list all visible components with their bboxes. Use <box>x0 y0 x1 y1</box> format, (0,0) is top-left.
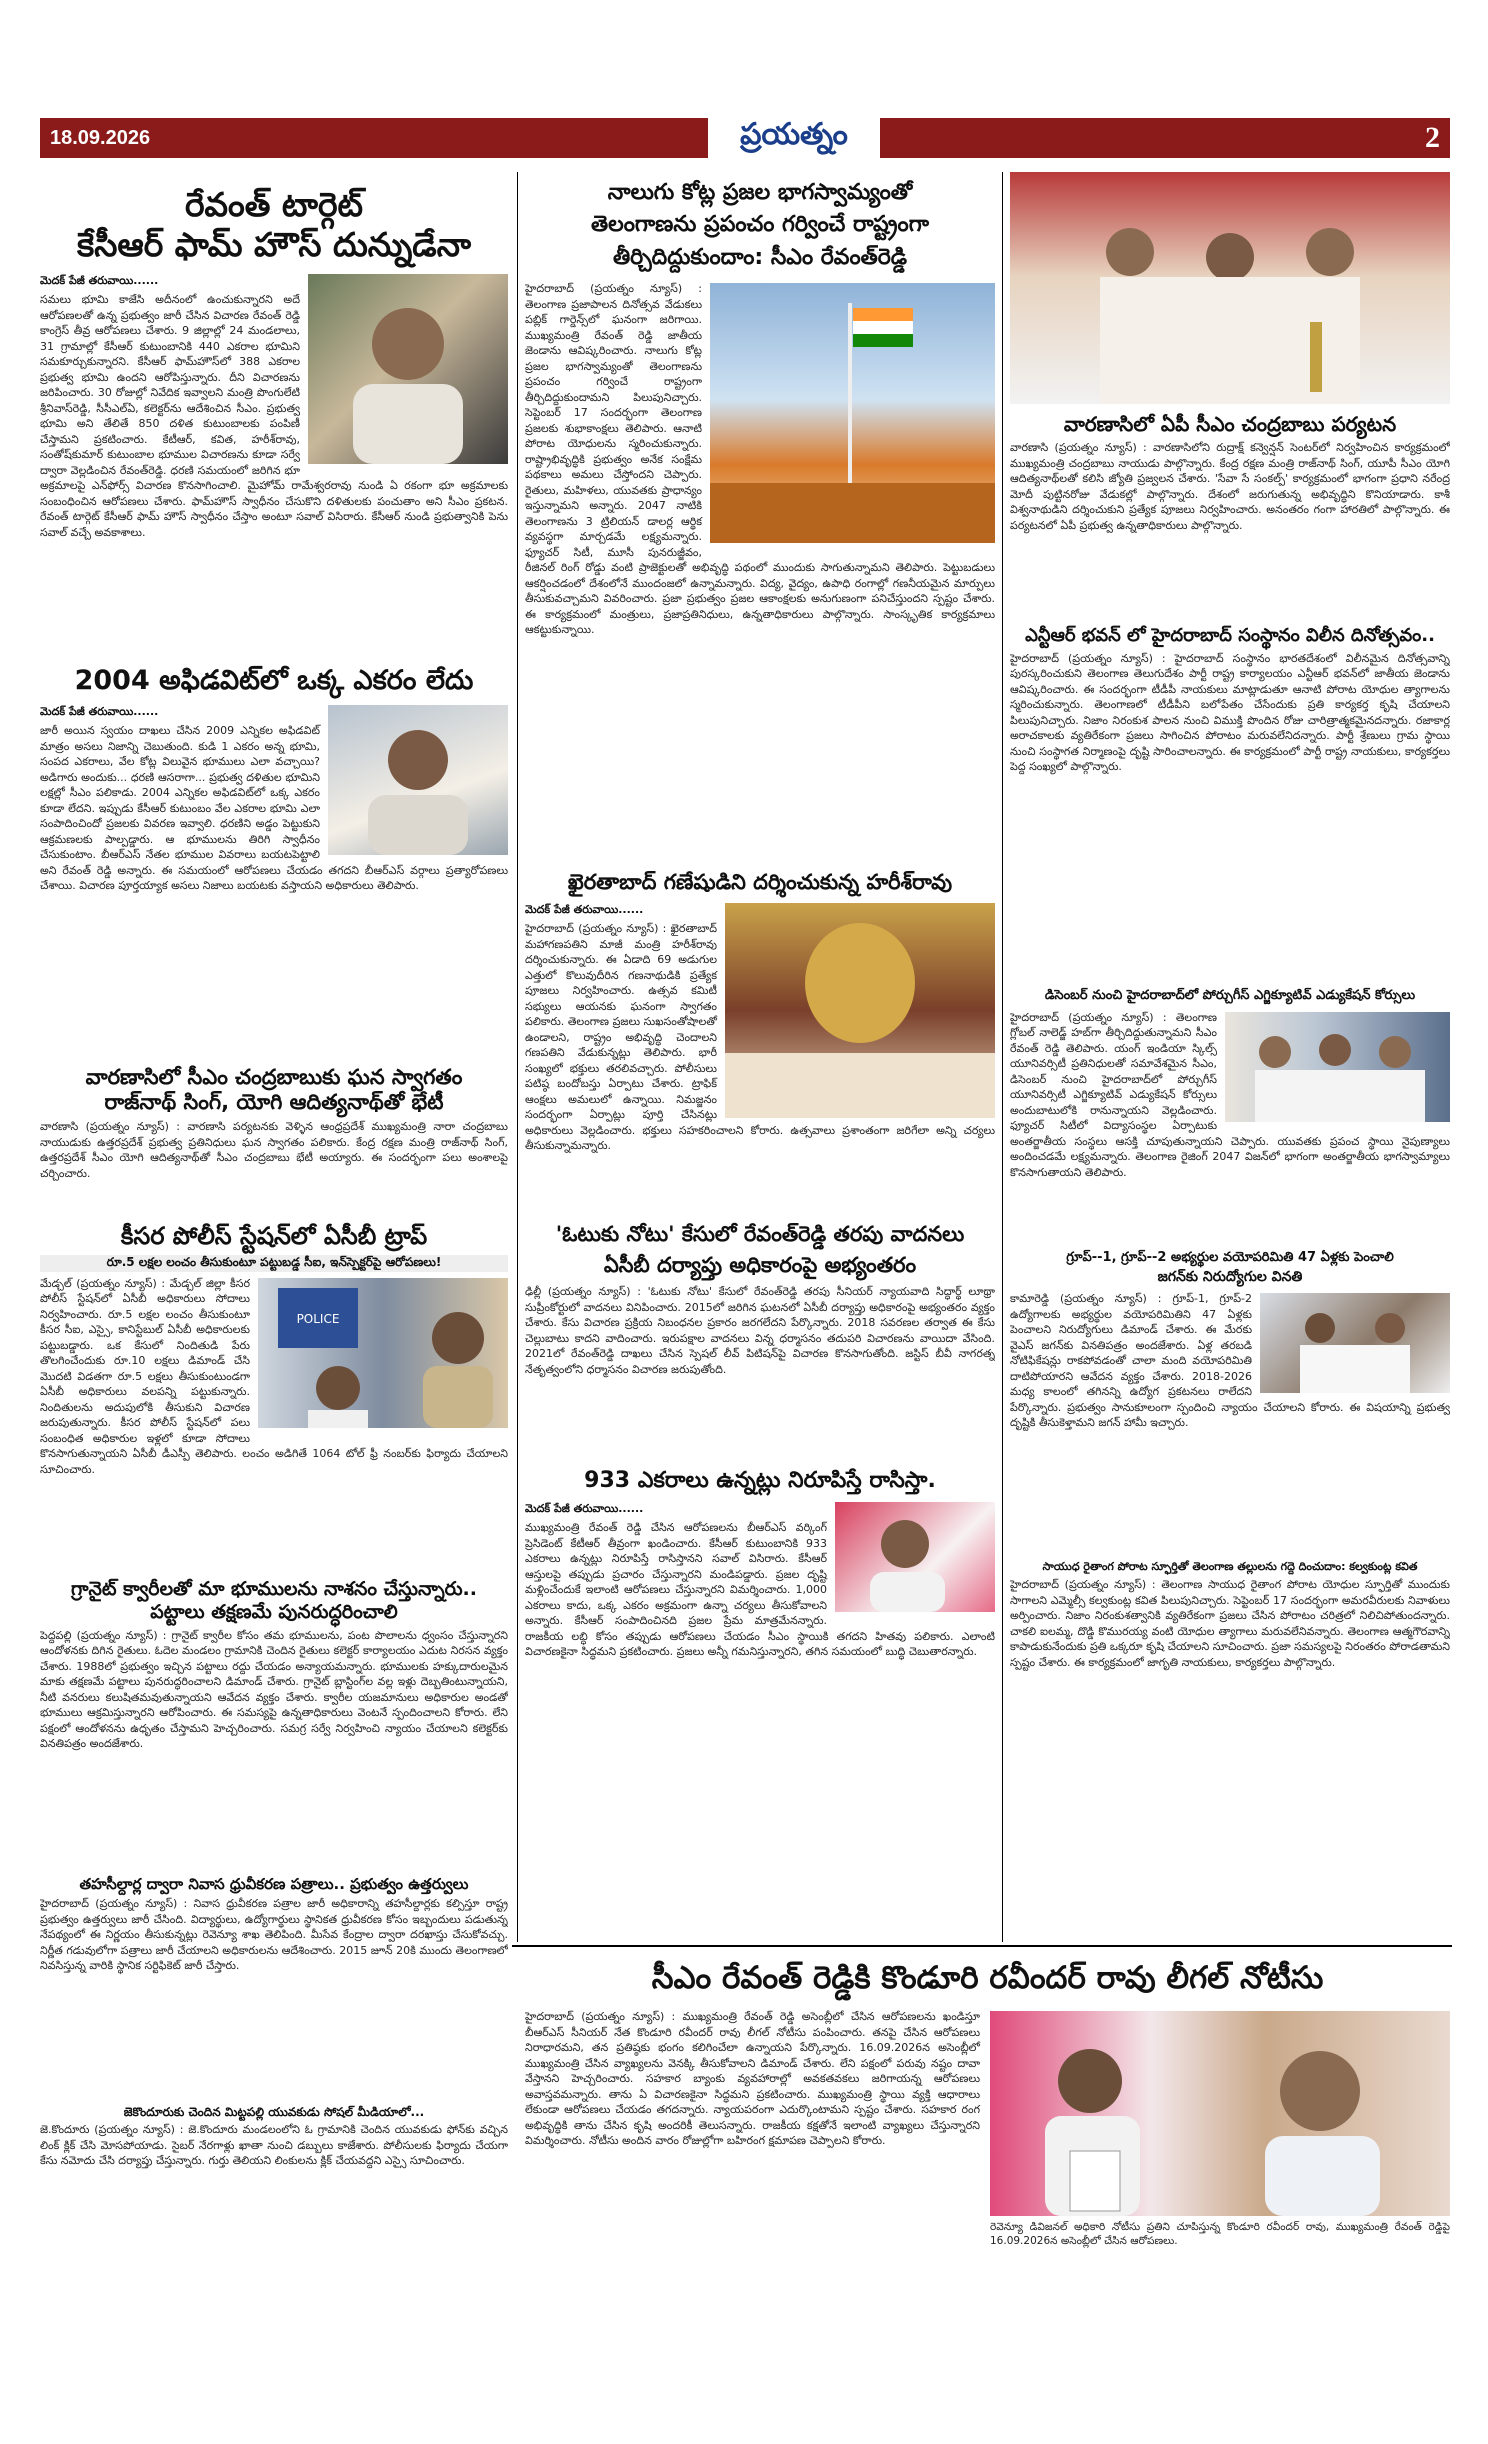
body-text: హైదరాబాద్ (ప్రయత్నం న్యూస్) : తెలంగాణ ప్రజాపాలన దినోత్సవ వేడుకలు పబ్లిక్ గార్డెన్స్‌లో ఘనంగా జరిగాయి. ముఖ్యమంత్రి రేవంత్ రెడ్డి జాతీయ జెండాను ఆవిష్కరించారు. నాలుగు కోట్ల ప్రజల భాగస్వామ్యంతో తెలంగాణను ప్రపంచం గర్వించే రాష్ట్రంగా తీర్చిదిద్దుకుందామని పిలుపునిచ్చారు. సెప్టెంబర్ 17 సందర్భంగా తెలంగాణ ప్రజలకు శుభాకాంక్షలు తెలిపారు. ఆనాటి పోరాట యోధులను స్మరించుకున్నారు. రాష్ట్రాభివృద్ధికి ప్రభుత్వం అనేక సంక్షేమ పథకాలు అమలు చేస్తోందని చెప్పారు. రైతులు, మహిళలు, యువతకు ప్రాధాన్యం ఇస్తున్నామని అన్నారు. 2047 నాటికి తెలంగాణను 3 ట్రిలియన్ డాలర్ల ఆర్థిక వ్యవస్థగా మార్చడమే లక్ష్యమన్నారు. ఫ్యూచర్ సిటీ, మూసీ పునరుజ్జీవం, రీజినల్ రింగ్ రోడ్డు వంటి ప్రాజెక్టులతో అభివృద్ధి పథంలో ముందుకు సాగుతున్నామని తెలిపారు. పెట్టుబడులు ఆకర్షించడంలో దేశంలోనే ముందంజలో ఉన్నామన్నారు. విద్య, వైద్యం, ఉపాధి రంగాల్లో గణనీయమైన మార్పులు తీసుకువచ్చామని వివరించారు. ప్రజా ప్రభుత్వం ప్రజల ఆకాంక్షలకు అనుగుణంగా పనిచేస్తుందని స్పష్టం చేశారు. ఈ కార్యక్రమంలో మంత్రులు, ప్రజాప్రతినిధులు, ఉన్నతాధికారులు పాల్గొన్నారు. సాంస్కృతిక కార్యక్రమాలు ఆకట్టుకున్నాయి. <box>525 282 995 637</box>
headline: కేసీఆర్ ఫామ్ హౌస్ దున్నుడేనా <box>76 224 472 264</box>
headline: వారణాసిలో సీఎం చంద్రబాబుకు ఘన స్వాగతం <box>85 1065 463 1089</box>
body-text: హైదరాబాద్ (ప్రయత్నం న్యూస్) : నివాస ధ్రువీకరణ పత్రాల జారీ అధికారాన్ని తహసీల్దార్లకు కల్పిస్తూ రాష్ట్ర ప్రభుత్వం ఉత్తర్వులు జారీ చేసింది. విద్యార్థులు, ఉద్యోగార్థులు స్థానికత ధ్రువీకరణ కోసం ఇబ్బందులు పడుతున్న నేపథ్యంలో ఈ నిర్ణయం తీసుకున్నట్లు రెవెన్యూ శాఖ తెలిపింది. మీసేవ కేంద్రాల ద్వారా దరఖాస్తు చేసుకోవచ్చు. నిర్ణీత గడువులోగా పత్రాలు జారీ చేయాలని అధికారులను ఆదేశించారు. 2015 జూన్ 20కి ముందు తెలంగాణలో నివసిస్తున్న వారికి స్థానిక సర్టిఫికెట్ జారీ చేస్తారు. <box>40 1897 508 1972</box>
headline: 2004 అఫిడవిట్‌లో ఒక్క ఎకరం లేదు <box>74 665 474 696</box>
headline: 933 ఎకరాలు ఉన్నట్లు నిరూపిస్తే రాసిస్తా. <box>584 1468 936 1493</box>
person-icon <box>1225 1012 1450 1122</box>
body-text: మేడ్చల్ (ప్రయత్నం న్యూస్) : మేడ్చల్ జిల్లా కీసర పోలీస్ స్టేషన్‌లో ఏసీబీ అధికారులు సోదాలు నిర్వహించారు. రూ.5 లక్షల లంచం తీసుకుంటూ కీసర సీఐ, ఎస్సై, కానిస్టేబుల్ ఏసీబీ అధికారులకు పట్టుబడ్డారు. ఒక కేసులో నిందితుడి పేరు తొలగించేందుకు రూ.10 లక్షలు డిమాండ్ చేసి మొదటి విడతగా రూ.5 లక్షలు తీసుకుంటుండగా ఏసీబీ అధికారులు వలపన్ని పట్టుకున్నారు. నిందితులను అదుపులోకి తీసుకుని విచారణ జరుపుతున్నారు. కీసర పోలీస్ స్టేషన్‌లో పలు సంబంధిత అధికారుల ఇళ్లలో కూడా సోదాలు కొనసాగుతున్నాయని ఏసీబీ డీఎస్పీ తెలిపారు. లంచం అడిగితే 1064 టోల్ ఫ్రీ నంబర్‌కు ఫిర్యాదు చేయాలని సూచించారు. <box>40 1276 508 1476</box>
headline: రేవంత్ టార్గెట్ <box>184 185 364 224</box>
article-vote-for-note <box>525 1222 995 1456</box>
article-residence-certificates <box>40 1875 508 2230</box>
column-rule <box>517 172 518 1942</box>
article-portuguese-courses <box>1010 988 1450 1255</box>
body-text: జారీ అయిన స్వయం దాఖలు చేసిన 2009 ఎన్నికల అఫిడవిట్ మాత్రం అసలు నిజాన్ని చెబుతుంది. కుడి 1 ఎకరం అన్న భూమి, సంపద ఎకరాలు, వేల కోట్ల విలువైన భూములు ఎలా వచ్చాయి? అడిగారు అందుకు... ధరణి ఆసరాగా... ప్రభుత్వ దళితుల భూమిని లక్షల్లో సీఎం పలికాడు. 2004 ఎన్నికల అఫిడవిట్‌లో ఒక్క ఎకరం కూడా లేదని. ఇప్పుడు కేసీఆర్ కుటుంబం వేల ఎకరాల భూమి ఎలా సంపాదించిందో ప్రజలకు వివరణ ఇవ్వాలి. ధరణిని అడ్డం పెట్టుకుని ఆక్రమణలకు పాల్పడ్డారు. ఆ భూములను తిరిగి స్వాధీనం చేసుకుంటాం. బీఆర్ఎస్ నేతల భూముల వివరాలు బయటపెట్టాలి అని రేవంత్ రెడ్డి అన్నారు. ఈ సమయంలో ఆరోపణలు చేయడం తగదని బీఆర్ఎస్ వర్గాలు ప్రత్యారోపణలు చేశాయి. విచారణ పూర్తయ్యాక అసలు నిజాలు బయటకు వస్తాయని అధికారులు తెలిపారు. <box>40 724 508 893</box>
petition-photo <box>1260 1293 1450 1393</box>
headline: సీఎం రేవంత్ రెడ్డికి కొండూరి రవీందర్ రావు లీగల్ నోటీసు <box>651 1960 1324 1996</box>
person-icon <box>308 274 508 464</box>
article-chandrababu-varanasi <box>1010 172 1450 575</box>
article-acb-trap <box>40 1222 508 1566</box>
body-text: హైదరాబాద్ (ప్రయత్నం న్యూస్) : హైదరాబాద్ సంస్థానం భారతదేశంలో విలీనమైన దినోత్సవాన్ని పురస్కరించుకుని తెలంగాణ తెలుగుదేశం పార్టీ రాష్ట్ర కార్యాలయం ఎన్టీఆర్ భవన్‌లో జాతీయ జెండాను ఆవిష్కరించారు. ఈ సందర్భంగా టీడీపీ నాయకులు మాట్లాడుతూ ఆనాటి పోరాట యోధుల త్యాగాలను స్మరించుకున్నారు. తెలంగాణలో టీడీపీని బలోపేతం చేసేందుకు ప్రతి కార్యకర్త కృషి చేయాలని పిలుపునిచ్చారు. నిజాం నిరంకుశ పాలన నుంచి విముక్తి పొందిన రోజు చారిత్రాత్మకమైనదన్నారు. రజాకార్ల అరాచకాలకు వ్యతిరేకంగా ప్రజలు సాగించిన పోరాటం మరువలేనిదన్నారు. పార్టీ శ్రేణులు గ్రామ స్థాయి నుంచి సంస్థాగత నిర్మాణంపై దృష్టి సారించాలన్నారు. ఈ కార్యక్రమంలో పార్టీ రాష్ట్ర నాయకులు, కార్యకర్తలు పెద్ద సంఖ్యలో పాల్గొన్నారు. <box>1010 651 1450 774</box>
headline: తహసీల్దార్ల ద్వారా నివాస ధ్రువీకరణ పత్రాలు.. ప్రభుత్వం ఉత్తర్వులు <box>79 1875 469 1893</box>
issue-date: 18.09.2026 <box>50 126 151 149</box>
revanth-photo <box>308 274 508 464</box>
body-text: హైదరాబాద్ (ప్రయత్నం న్యూస్) : ఖైరతాబాద్ మహాగణపతిని మాజీ మంత్రి హరీశ్‌రావు దర్శించుకున్నారు. ఈ ఏడాది 69 అడుగుల ఎత్తులో కొలువుదీరిన గణనాథుడికి ప్రత్యేక పూజలు నిర్వహించారు. ఉత్సవ కమిటీ సభ్యులు ఆయనకు ఘనంగా స్వాగతం పలికారు. తెలంగాణ ప్రజలు సుఖసంతోషాలతో ఉండాలని, రాష్ట్రం అభివృద్ధి చెందాలని గణపతిని వేడుకున్నట్లు తెలిపారు. భారీ సంఖ్యలో భక్తులు తరలివచ్చారు. పోలీసులు పటిష్ఠ బందోబస్తు ఏర్పాటు చేశారు. ట్రాఫిక్ ఆంక్షలు అమలులో ఉన్నాయి. నిమజ్జనం సందర్భంగా ఏర్పాట్లు పూర్తి చేసినట్లు అధికారులు వెల్లడించారు. భక్తులు సహకరించాలని కోరారు. ఉత్సవాలు ప్రశాంతంగా జరిగేలా అన్ని చర్యలు తీసుకున్నామన్నారు. <box>525 922 995 1153</box>
person-icon <box>990 2011 1450 2216</box>
headline: తెలంగాణను ప్రపంచం గర్వించే రాష్ట్రంగా <box>591 212 929 238</box>
flag-hoisting-photo <box>710 283 995 543</box>
headline: రాజ్‌నాథ్ సింగ్, యోగి ఆదిత్యనాథ్‌తో భేటీ <box>104 1090 444 1115</box>
article-group-exams <box>1010 1250 1450 1529</box>
headline: సాయుధ రైతాంగ పోరాట స్ఫూర్తితో తెలంగాణ తల్లులను గద్దె దించుదాం: కల్వకుంట్ల కవిత <box>1042 1560 1418 1573</box>
lamp-lighting-icon <box>1010 172 1450 404</box>
body-text: పెద్దపల్లి (ప్రయత్నం న్యూస్) : గ్రానైట్ క్వారీల కోసం తమ భూములను, పంట పొలాలను ధ్వంసం చేస్తున్నారని ఆందోళనకు దిగిన రైతులు. ఓదెల మండలం గ్రామానికి చెందిన రైతులు కలెక్టర్ కార్యాలయం ఎదుట నిరసన వ్యక్తం చేశారు. 1988లో ప్రభుత్వం ఇచ్చిన పట్టాలు రద్దు చేయడం అన్యాయమన్నారు. భూములకు హక్కుదారులమైన మాకు తక్షణమే పట్టాలు పునరుద్ధరించాలని డిమాండ్ చేశారు. గ్రానైట్ బ్లాస్టింగ్‌ల వల్ల ఇళ్లు దెబ్బతింటున్నాయని, నీటి వనరులు కలుషితమవుతున్నాయని ఆవేదన వ్యక్తం చేశారు. క్వారీల యజమానులు అధికారుల అండతో భూములు ఆక్రమిస్తున్నారని ఆరోపించారు. ఈ సమస్యపై ఉన్నతాధికారులు వెంటనే స్పందించాలని కోరారు. లేని పక్షంలో ఆందోళనను ఉధృతం చేస్తామని హెచ్చరించారు. సమగ్ర సర్వే నిర్వహించి న్యాయం చేయాలని కలెక్టర్‌కు వినతిపత్రం అందజేశారు. <box>40 1628 508 1751</box>
dateline: మెదక్ పేజీ తరువాయి...... <box>40 274 159 288</box>
body-text: హైదరాబాద్ (ప్రయత్నం న్యూస్) : తెలంగాణ సాయుధ రైతాంగ పోరాట యోధుల స్ఫూర్తితో ముందుకు సాగాలని ఎమ్మెల్సీ కల్వకుంట్ల కవిత పిలుపునిచ్చారు. సెప్టెంబర్ 17 సందర్భంగా అమరవీరులకు నివాళులు అర్పించారు. నిజాం నిరంకుశత్వానికి వ్యతిరేకంగా ప్రజలు చేసిన పోరాటం చరిత్రలో నిలిచిపోతుందన్నారు. చాకలి ఐలమ్మ, దొడ్డి కొమురయ్య వంటి యోధుల త్యాగాలు మరువలేనివన్నారు. తెలంగాణ ఆత్మగౌరవాన్ని కాపాడుకునేందుకు ప్రతి ఒక్కరూ కృషి చేయాలని సూచించారు. ప్రజా సమస్యలపై నిరంతరం పోరాడతామని స్పష్టం చేశారు. ఈ కార్యక్రమంలో జాగృతి నాయకులు, కార్యకర్తలు పాల్గొన్నారు. <box>1010 1578 1450 1669</box>
headline: గ్రానైట్ క్వారీలతో మా భూములను నాశనం చేస్తున్నారు.. <box>71 1578 477 1600</box>
headline: 'ఓటుకు నోటు' కేసులో రేవంత్‌రెడ్డి తరపు వాదనలు <box>555 1222 965 1246</box>
legal-notice-photo <box>990 2011 1450 2216</box>
police-badge-icon <box>258 1278 508 1428</box>
body-text: హైదరాబాద్ (ప్రయత్నం న్యూస్) : తెలంగాణ గ్లోబల్ నాలెడ్జ్ హబ్‌గా తీర్చిదిద్దుతున్నామని సీఎం రేవంత్ రెడ్డి తెలిపారు. యంగ్ ఇండియా స్కిల్స్ యూనివర్సిటీ ప్రతినిధులతో సమావేశమైన సీఎం, డిసెంబర్ నుంచి హైదరాబాద్‌లో పోర్చుగీస్ యూనివర్సిటీ ఎగ్జిక్యూటివ్ ఎడ్యుకేషన్ కోర్సులు అందుబాటులోకి రానున్నాయని వెల్లడించారు. ఫ్యూచర్ సిటీలో విద్యాసంస్థల ఏర్పాటుకు అంతర్జాతీయ సంస్థలు ఆసక్తి చూపుతున్నాయని చెప్పారు. యువతకు ప్రపంచ స్థాయి నైపుణ్యాలు అందించడమే లక్ష్యమన్నారు. తెలంగాణ రైజింగ్ 2047 విజన్‌లో భాగంగా అంతర్జాతీయ భాగస్వామ్యాలు కొనసాగుతాయని తెలిపారు. <box>1010 1010 1450 1179</box>
body-text: హైదరాబాద్ (ప్రయత్నం న్యూస్) : ముఖ్యమంత్రి రేవంత్ రెడ్డి అసెంబ్లీలో చేసిన ఆరోపణలను ఖండిస్తూ బీఆర్ఎస్ సీనియర్ నేత కొండూరి రవీందర్ రావు లీగల్ నోటీసు పంపించారు. తనపై చేసిన ఆరోపణలు నిరాధారమని, తన ప్రతిష్ఠకు భంగం కలిగించేలా ఉన్నాయని పేర్కొన్నారు. 16.09.2026న అసెంబ్లీలో ముఖ్యమంత్రి చేసిన వ్యాఖ్యలను వెనక్కి తీసుకోవాలని డిమాండ్ చేశారు. లేని పక్షంలో పరువు నష్టం దావా వేస్తానని హెచ్చరించారు. సహకార బ్యాంకు వ్యవహారాల్లో అవకతవకలు జరిగాయన్న ఆరోపణలు అవాస్తవమన్నారు. తాను ఏ విచారణకైనా సిద్ధమని ప్రకటించారు. ముఖ్యమంత్రి స్థాయి వ్యక్తి ఆధారాలు లేకుండా ఆరోపణలు చేయడం తగదన్నారు. న్యాయపరంగా ఎదుర్కొంటామని స్పష్టం చేశారు. సహకార రంగ అభివృద్ధికి తాను చేసిన కృషి అందరికీ తెలుసన్నారు. రాజకీయ కక్షతోనే ఇలాంటి వ్యాఖ్యలు చేస్తున్నారని విమర్శించారు. నోటీసు అందిన వారం రోజుల్లోగా బహిరంగ క్షమాపణ చెప్పాలని కోరారు. <box>525 2010 980 2148</box>
headline: డిసెంబర్ నుంచి హైదరాబాద్‌లో పోర్చుగీస్ ఎగ్జిక్యూటివ్ ఎడ్యుకేషన్ కోర్సులు <box>1044 988 1416 1003</box>
headline: వారణాసిలో ఏపీ సీఎం చంద్రబాబు పర్యటన <box>1063 412 1397 436</box>
column-rule <box>1002 172 1003 1942</box>
person-icon <box>1260 1293 1450 1393</box>
article-kcr-farmhouse <box>40 185 508 572</box>
dateline: మెదక్ పేజీ తరువాయి...... <box>40 705 159 719</box>
ganesh-visit-photo <box>725 903 995 1118</box>
dateline: మెదక్ పేజీ తరువాయి...... <box>525 1502 644 1516</box>
headline: నాలుగు కోట్ల ప్రజల భాగస్వామ్యంతో <box>607 180 913 205</box>
ganesh-idol-icon <box>725 903 995 1118</box>
article-legal-notice <box>525 1960 1450 2369</box>
article-varanasi-welcome <box>40 1065 508 1199</box>
article-granite <box>40 1578 508 1866</box>
headline: కీసర పోలీస్ స్టేషన్‌లో ఏసీబీ ట్రాప్ <box>120 1222 428 1250</box>
article-harish-ganesh <box>525 870 995 1216</box>
ktr-photo <box>835 1502 995 1612</box>
page-header <box>40 118 1450 158</box>
masthead-logo: ప్రయత్నం <box>708 118 880 158</box>
body-text: వారణాసి (ప్రయత్నం న్యూస్) : వారణాసిలోని రుద్రాక్ష్ కన్వెన్షన్ సెంటర్‌లో నిర్వహించిన కార్యక్రమంలో ముఖ్యమంత్రి చంద్రబాబు నాయుడు పాల్గొన్నారు. కేంద్ర రక్షణ మంత్రి రాజ్‌నాథ్ సింగ్, యూపీ సీఎం యోగి ఆదిత్యనాథ్‌లతో కలిసి జ్యోతి ప్రజ్వలన చేశారు. 'సేవా సే సంకల్ప్' కార్యక్రమంలో భాగంగా ప్రధాని నరేంద్ర మోదీ పుట్టినరోజు వేడుకల్లో పాల్గొన్నారు. దేశంలో జరుగుతున్న అభివృద్ధిని కొనియాడారు. కాశీ విశ్వనాథుడిని దర్శించుకుని ప్రత్యేక పూజలు నిర్వహించారు. అనంతరం గంగా హారతిలో పాల్గొన్నారు. ఈ పర్యటనలో ఏపీ ప్రభుత్వ ఉన్నతాధికారులు పాల్గొన్నారు. <box>1010 441 1450 532</box>
headline: ఎన్టీఆర్ భవన్ లో హైదరాబాద్ సంస్థానం విలీన దినోత్సవం.. <box>1025 625 1435 646</box>
article-933-acres <box>525 1468 995 1910</box>
headline: తీర్చిదిద్దుకుందాం: సీఎం రేవంత్‌రెడ్డి <box>612 244 908 270</box>
headline: గ్రూప్--1, గ్రూప్--2 అభ్యర్థుల వయోపరిమితి 47 ఏళ్లకు పెంచాలి <box>1066 1250 1394 1265</box>
varanasi-event-photo <box>1010 172 1450 404</box>
headline: ఖైరతాబాద్ గణేషుడిని దర్శించుకున్న హరీశ్‌రావు <box>567 870 953 894</box>
body-text: వారణాసి (ప్రయత్నం న్యూస్) : వారణాసి పర్యటనకు వెళ్ళిన ఆంధ్రప్రదేశ్ ముఖ్యమంత్రి నారా చంద్రబాబు నాయుడుకు ఉత్తరప్రదేశ్ ప్రభుత్వ ప్రతినిధులు ఘన స్వాగతం పలికారు. కేంద్ర రక్షణ మంత్రి రాజ్‌నాథ్ సింగ్, ఉత్తరప్రదేశ్ సీఎం యోగి ఆదిత్యనాథ్‌తో సీఎం చంద్రబాబు భేటీ అయ్యారు. ఈ సందర్భంగా పలు అంశాలపై చర్చించారు. <box>40 1120 508 1180</box>
body-text: కామారెడ్డి (ప్రయత్నం న్యూస్) : గ్రూప్-1, గ్రూప్-2 ఉద్యోగాలకు అభ్యర్థుల వయోపరిమితిని 47 ఏళ్లకు పెంచాలని నిరుద్యోగులు డిమాండ్ చేశారు. ఈ మేరకు వైఎస్ జగన్‌కు వినతిపత్రం అందజేశారు. ఏళ్ల తరబడి నోటిఫికేషన్లు రాకపోవడంతో చాలా మంది వయోపరిమితి దాటిపోయారని ఆవేదన వ్యక్తం చేశారు. 2018-2026 మధ్య కాలంలో తగినన్ని ఉద్యోగ ప్రకటనలు రాలేదని పేర్కొన్నారు. ప్రభుత్వం సానుకూలంగా స్పందించి న్యాయం చేయాలని కోరారు. ఈ విషయాన్ని ప్రభుత్వ దృష్టికి తీసుకెళ్తామని జగన్ హామీ ఇచ్చారు. <box>1010 1292 1450 1430</box>
dateline: మెదక్ పేజీ తరువాయి...... <box>525 903 644 917</box>
person-icon <box>835 1502 995 1612</box>
body-text: సమలు భూమి కాజేసి అదీనంలో ఉంచుకున్నారని అదే ఆరోపణలతో ఉన్న ప్రభుత్వం జారీ చేసిన విచారణ రేవంత్ రెడ్డి కాంగ్రెస్ తీవ్ర ఆరోపణలు చేశారు. 9 జిల్లాల్లో 24 మండలాలు, 31 గ్రామాల్లో కేసీఆర్ కుటుంబానికి 440 ఎకరాల భూమిని సమకూర్చుకున్నారని. కేసీఆర్ ఫామ్‌హౌస్‌లో 388 ఎకరాల ప్రభుత్వ భూమి ఉందని ఆరోపిస్తున్నారు. దీని విచారణను జరిపించారు. 30 రోజుల్లో నివేదిక ఇవ్వాలని మంత్రి పొంగులేటి శ్రీనివాస్‌రెడ్డి, సీసీఎల్ఏ, కలెక్టర్‌ను ఆదేశించిన సీఎం. ప్రభుత్వ భూమి అని తేలితే 850 దళిత కుటుంబాలకు పంపిణీ చేస్తామని ప్రకటించారు. కేటీఆర్, కవిత, హరీశ్‌రావు, సంతోష్‌కుమార్ కుటుంబాల భూముల విచారణను కూడా సర్వే ద్వారా వెల్లడించిన రేవంత్‌రెడ్డి. ధరణి సమయంలో జరిగిన భూ అక్రమాలపై ఎన్‌ఫోర్స్ విచారణ కొనసాగించాలి. మైహోమ్ రామేశ్వరరావు నుండి ఏ రకంగా భూ అక్రమాలకు సంబంధించిన ఆరోపణలు చేశారు. ఫామ్‌హౌస్ స్వాధీనం చేసుకొని దళితులకు పంచుతాం అని సీఎం ప్రకటన. రేవంత్ టార్గెట్ కేసీఆర్ ఫామ్ హౌస్ స్వాధీనం చేస్తాం అంటూ సవాల్ విసిరారు. కేసీఆర్ నుండి ప్రభుత్వానికి పెను సవాల్ వచ్చే అవకాశాలు. <box>40 293 508 539</box>
police-station-photo <box>258 1278 508 1428</box>
article-affidavit <box>40 665 508 1061</box>
politician-photo <box>328 705 508 855</box>
body-text: ముఖ్యమంత్రి రేవంత్ రెడ్డి చేసిన ఆరోపణలను బీఆర్ఎస్ వర్కింగ్ ప్రెసిడెంట్ కేటీఆర్ తీవ్రంగా ఖండించారు. కేసీఆర్ కుటుంబానికి 933 ఎకరాలు ఉన్నట్లు నిరూపిస్తే రాసిస్తానని సవాల్ విసిరారు. కేసీఆర్ ఆస్తులపై తప్పుడు ప్రచారం చేస్తున్నారని మండిపడ్డారు. ప్రజల దృష్టి మళ్లించేందుకే ఇలాంటి ఆరోపణలు చేస్తున్నారని విమర్శించారు. 1,000 ఎకరాలు కాదు, ఒక్క ఎకరం అక్రమంగా ఉన్నా చర్యలు తీసుకోవాలని అన్నారు. కేసీఆర్ సంపాదించినది ప్రజల ప్రేమ మాత్రమేనన్నారు. రాజకీయ లబ్ధి కోసం తప్పుడు ఆరోపణలు చేయడం సీఎం స్థాయికి తగదని హితవు పలికారు. ఎలాంటి విచారణకైనా సిద్ధమని ప్రకటించారు. ప్రజలు అన్నీ గమనిస్తున్నారని, తగిన సమయంలో బుద్ధి చెబుతారన్నారు. <box>525 1521 995 1659</box>
headline: ఏసీబీ దర్యాప్తు అధికారంపై అభ్యంతరం <box>603 1253 917 1278</box>
article-ntr-bhavan <box>1010 625 1450 973</box>
flag-icon <box>710 283 995 543</box>
page-number: 2 <box>1425 121 1440 154</box>
body-text: జె.కొందూరు (ప్రయత్నం న్యూస్) : జె.కొందూరు మండలంలోని ఓ గ్రామానికి చెందిన యువకుడు ఫోన్‌కు వచ్చిన లింక్ క్లిక్ చేసి మోసపోయాడు. సైబర్ నేరగాళ్లు ఖాతా నుంచి డబ్బులు కాజేశారు. పోలీసులకు ఫిర్యాదు చేయగా కేసు నమోదు చేసి దర్యాప్తు చేస్తున్నారు. గుర్తు తెలియని లింకులను క్లిక్ చేయవద్దని ఎస్సై సూచించారు. <box>40 2123 508 2168</box>
headline: జగన్‌కు నిరుద్యోగుల వినతి <box>1157 1268 1303 1285</box>
person-icon <box>328 705 508 855</box>
article-cm-speech <box>525 180 995 836</box>
headline: పట్టాలు తక్షణమే పునరుద్ధరించాలి <box>150 1600 398 1623</box>
subheadline: జెకొందూరుకు చెందిన మిట్టపల్లి యువకుడు సోషల్ మీడియాలో... <box>123 2105 425 2119</box>
subheadline: రూ.5 లక్షల లంచం తీసుకుంటూ పట్టుబడ్డ సీఐ, ఇన్‌స్పెక్టర్‌పై ఆరోపణలు! <box>40 1255 508 1272</box>
body-text: ఢిల్లీ (ప్రయత్నం న్యూస్) : 'ఓటుకు నోటు' కేసులో రేవంత్‌రెడ్డి తరపు సీనియర్ న్యాయవాది సిద్ధార్థ్ లూథ్రా సుప్రీంకోర్టులో వాదనలు వినిపించారు. 2015లో జరిగిన ఘటనలో ఏసీబీ దర్యాప్తు అధికారంపై అభ్యంతరం వ్యక్తం చేశారు. కేసు విచారణ ప్రక్రియ నిబంధనల ప్రకారం జరగలేదని పేర్కొన్నారు. 2018 సవరణల తర్వాత ఈ కేసు చెల్లుబాటు కాదని వాదించారు. ఇరుపక్షాల వాదనలు విన్న ధర్మాసనం తదుపరి విచారణను వాయిదా వేసింది. 2021లో రేవంత్‌రెడ్డి దాఖలు చేసిన స్పెషల్ లీవ్ పిటిషన్‌పై విచారణ కొనసాగుతోంది. జస్టిస్ బీవీ నాగరత్న నేతృత్వంలోని ధర్మాసనం విచారణ జరుపుతోంది. <box>525 1285 995 1376</box>
meeting-photo <box>1225 1012 1450 1122</box>
svg-text:POLICE: POLICE <box>296 1311 340 1326</box>
photo-caption: రెవెన్యూ డివిజనల్ అధికారి నోటీసు ప్రతిని చూపిస్తున్న కొండూరి రవీందర్ రావు, ముఖ్యమంత్రి రేవంత్ రెడ్డిపై 16.09.2026న అసెంబ్లీలో చేసిన ఆరోపణలు. <box>990 2221 1450 2248</box>
article-kavitha <box>1010 1560 1450 1827</box>
section-rule <box>512 1945 1452 1947</box>
